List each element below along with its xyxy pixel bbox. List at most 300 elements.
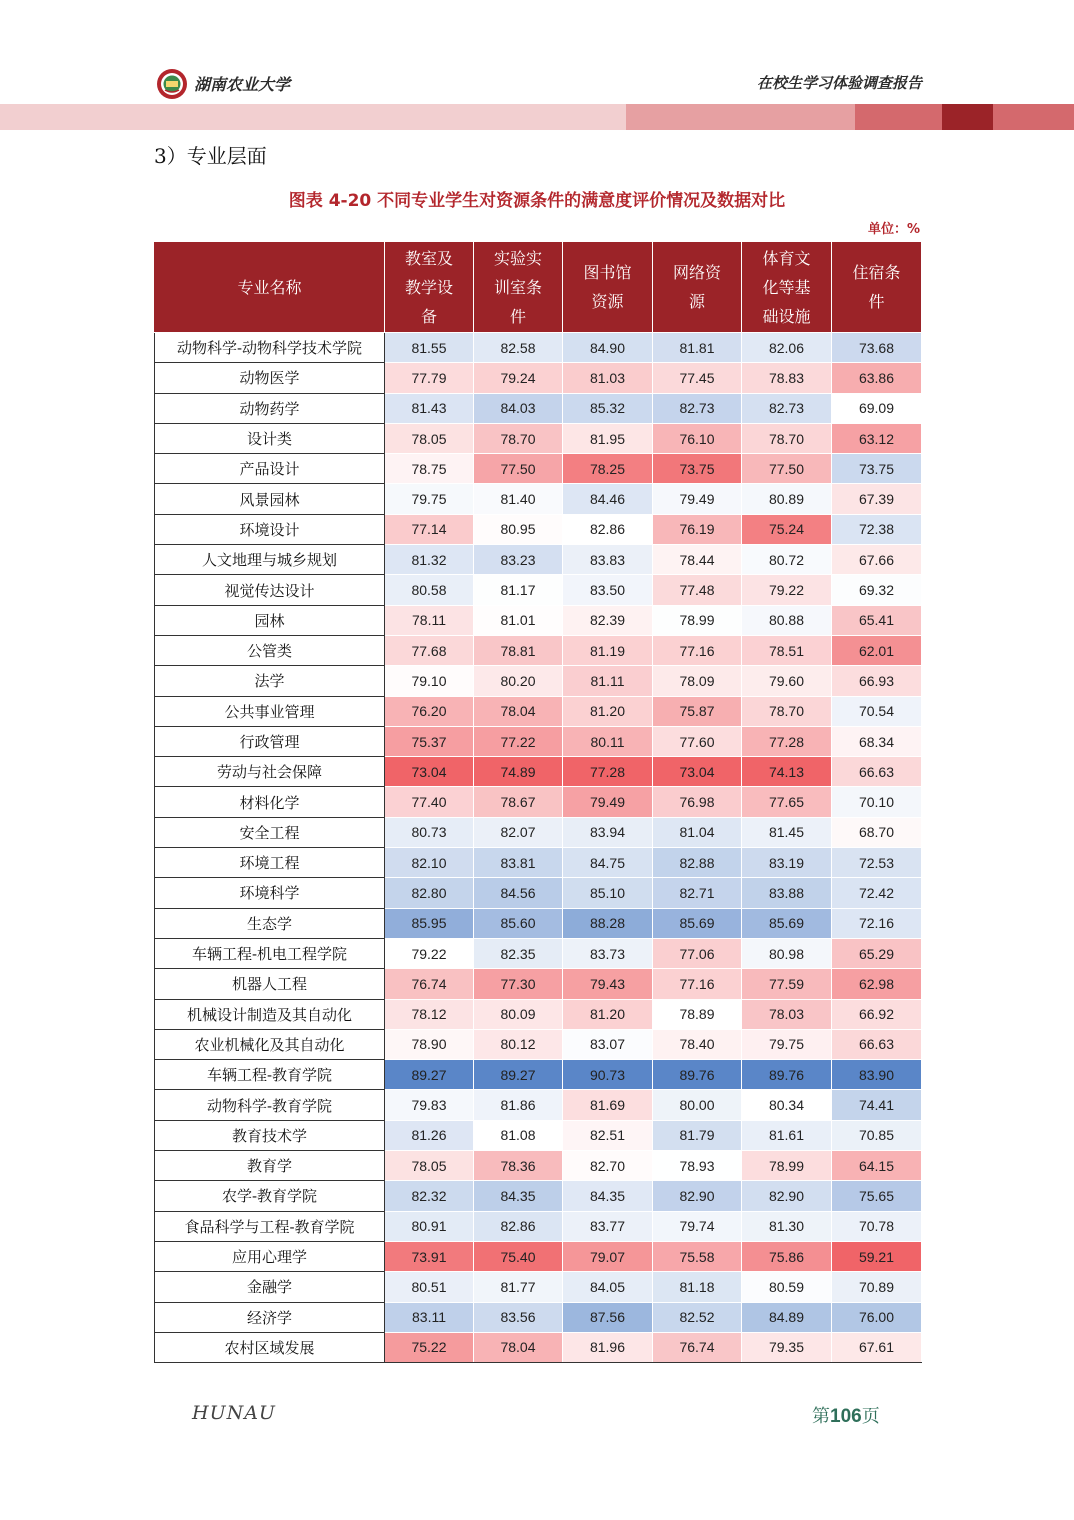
score-cell: 76.20 bbox=[385, 696, 474, 726]
major-name: 动物科学-动物科学技术学院 bbox=[155, 333, 385, 363]
score-cell: 80.88 bbox=[742, 605, 832, 635]
column-header-line: 件 bbox=[868, 292, 885, 311]
score-cell: 79.22 bbox=[742, 575, 832, 605]
major-name: 产品设计 bbox=[155, 454, 385, 484]
score-cell: 83.11 bbox=[385, 1302, 474, 1332]
score-cell: 80.20 bbox=[474, 666, 563, 696]
score-cell: 72.53 bbox=[832, 848, 922, 878]
score-cell: 72.42 bbox=[832, 878, 922, 908]
score-cell: 81.17 bbox=[474, 575, 563, 605]
score-cell: 79.75 bbox=[742, 1029, 832, 1059]
score-cell: 81.79 bbox=[653, 1120, 742, 1150]
score-cell: 81.81 bbox=[653, 333, 742, 363]
score-cell: 73.04 bbox=[385, 757, 474, 787]
score-cell: 75.37 bbox=[385, 726, 474, 756]
score-cell: 78.11 bbox=[385, 605, 474, 635]
major-name: 环境设计 bbox=[155, 514, 385, 544]
column-header-line: 实验实 bbox=[493, 248, 542, 268]
major-name: 教育技术学 bbox=[155, 1120, 385, 1150]
score-cell: 83.07 bbox=[563, 1029, 653, 1059]
score-cell: 80.58 bbox=[385, 575, 474, 605]
table-header-row bbox=[155, 242, 922, 333]
score-cell: 78.90 bbox=[385, 1029, 474, 1059]
score-cell: 83.77 bbox=[563, 1211, 653, 1241]
score-cell: 79.60 bbox=[742, 666, 832, 696]
major-name: 动物科学-教育学院 bbox=[155, 1090, 385, 1120]
score-cell: 78.70 bbox=[474, 423, 563, 453]
page-suffix: 页 bbox=[861, 1406, 880, 1427]
column-header-line: 体育文 bbox=[762, 248, 811, 268]
table-row bbox=[155, 666, 922, 696]
score-cell: 79.07 bbox=[563, 1241, 653, 1271]
table-row bbox=[155, 999, 922, 1029]
score-cell: 66.92 bbox=[832, 999, 922, 1029]
column-header-line: 网络资 bbox=[672, 263, 721, 282]
score-cell: 80.98 bbox=[742, 938, 832, 968]
score-cell: 70.10 bbox=[832, 787, 922, 817]
score-cell: 81.03 bbox=[563, 363, 653, 393]
score-cell: 78.09 bbox=[653, 666, 742, 696]
score-cell: 64.15 bbox=[832, 1151, 922, 1181]
score-cell: 85.69 bbox=[742, 908, 832, 938]
score-cell: 78.99 bbox=[742, 1151, 832, 1181]
score-cell: 82.88 bbox=[653, 848, 742, 878]
column-header-1 bbox=[385, 242, 474, 333]
score-cell: 83.50 bbox=[563, 575, 653, 605]
score-cell: 81.20 bbox=[563, 696, 653, 726]
score-cell: 82.39 bbox=[563, 605, 653, 635]
score-cell: 77.65 bbox=[742, 787, 832, 817]
table-row bbox=[155, 605, 922, 635]
score-cell: 88.28 bbox=[563, 908, 653, 938]
score-cell: 81.86 bbox=[474, 1090, 563, 1120]
score-cell: 73.68 bbox=[832, 333, 922, 363]
score-cell: 81.95 bbox=[563, 423, 653, 453]
major-name: 动物药学 bbox=[155, 393, 385, 423]
score-cell: 79.74 bbox=[653, 1211, 742, 1241]
score-cell: 81.77 bbox=[474, 1272, 563, 1302]
major-name: 园林 bbox=[155, 605, 385, 635]
score-cell: 83.23 bbox=[474, 545, 563, 575]
score-cell: 81.19 bbox=[563, 635, 653, 665]
column-header-2 bbox=[474, 242, 563, 333]
table-row bbox=[155, 757, 922, 787]
major-name: 行政管理 bbox=[155, 726, 385, 756]
major-name: 风景园林 bbox=[155, 484, 385, 514]
score-cell: 76.74 bbox=[653, 1332, 742, 1362]
score-cell: 81.08 bbox=[474, 1120, 563, 1150]
score-cell: 82.80 bbox=[385, 878, 474, 908]
score-cell: 89.27 bbox=[385, 1060, 474, 1090]
major-name: 法学 bbox=[155, 666, 385, 696]
score-cell: 79.43 bbox=[563, 969, 653, 999]
table-row bbox=[155, 817, 922, 847]
table-row bbox=[155, 1332, 922, 1362]
table-row bbox=[155, 1029, 922, 1059]
score-cell: 84.46 bbox=[563, 484, 653, 514]
score-cell: 67.39 bbox=[832, 484, 922, 514]
table-row bbox=[155, 1211, 922, 1241]
score-cell: 79.49 bbox=[563, 787, 653, 817]
major-name: 农学-教育学院 bbox=[155, 1181, 385, 1211]
section-title: 3）专业层面 bbox=[154, 144, 267, 168]
major-name: 食品科学与工程-教育学院 bbox=[155, 1211, 385, 1241]
score-cell: 81.55 bbox=[385, 333, 474, 363]
band-mid bbox=[626, 104, 855, 130]
score-cell: 84.56 bbox=[474, 878, 563, 908]
score-cell: 82.07 bbox=[474, 817, 563, 847]
major-name: 教育学 bbox=[155, 1151, 385, 1181]
major-name: 视觉传达设计 bbox=[155, 575, 385, 605]
score-cell: 80.11 bbox=[563, 726, 653, 756]
score-cell: 73.75 bbox=[832, 454, 922, 484]
major-name: 环境工程 bbox=[155, 848, 385, 878]
score-cell: 89.76 bbox=[742, 1060, 832, 1090]
score-cell: 78.12 bbox=[385, 999, 474, 1029]
score-cell: 80.95 bbox=[474, 514, 563, 544]
score-cell: 74.13 bbox=[742, 757, 832, 787]
page-header bbox=[0, 0, 1074, 104]
page-prefix: 第 bbox=[812, 1406, 830, 1427]
score-cell: 75.65 bbox=[832, 1181, 922, 1211]
table-row bbox=[155, 1302, 922, 1332]
table-row bbox=[155, 1120, 922, 1150]
score-cell: 78.04 bbox=[474, 696, 563, 726]
score-cell: 70.78 bbox=[832, 1211, 922, 1241]
score-cell: 82.73 bbox=[742, 393, 832, 423]
score-cell: 75.24 bbox=[742, 514, 832, 544]
table-row bbox=[155, 454, 922, 484]
column-header-line: 专业名称 bbox=[237, 277, 302, 297]
major-name: 农业机械化及其自动化 bbox=[155, 1029, 385, 1059]
score-cell: 78.03 bbox=[742, 999, 832, 1029]
major-name: 金融学 bbox=[155, 1272, 385, 1302]
table-row bbox=[155, 878, 922, 908]
score-cell: 77.16 bbox=[653, 969, 742, 999]
table-row bbox=[155, 545, 922, 575]
score-cell: 84.35 bbox=[474, 1181, 563, 1211]
figure-caption: 图表 4-20 不同专业学生对资源条件的满意度评价情况及数据对比 bbox=[288, 191, 786, 211]
score-cell: 79.35 bbox=[742, 1332, 832, 1362]
header-color-bands bbox=[0, 104, 1074, 130]
score-cell: 84.05 bbox=[563, 1272, 653, 1302]
column-header-5 bbox=[742, 242, 832, 333]
major-name: 安全工程 bbox=[155, 817, 385, 847]
score-cell: 67.61 bbox=[832, 1332, 922, 1362]
column-header-line: 资源 bbox=[591, 292, 624, 311]
score-cell: 81.01 bbox=[474, 605, 563, 635]
table-row bbox=[155, 635, 922, 665]
major-name: 设计类 bbox=[155, 423, 385, 453]
score-cell: 82.86 bbox=[563, 514, 653, 544]
score-cell: 67.66 bbox=[832, 545, 922, 575]
score-cell: 77.40 bbox=[385, 787, 474, 817]
score-cell: 79.24 bbox=[474, 363, 563, 393]
score-cell: 69.32 bbox=[832, 575, 922, 605]
score-cell: 77.45 bbox=[653, 363, 742, 393]
score-cell: 82.86 bbox=[474, 1211, 563, 1241]
band-light bbox=[0, 104, 626, 130]
score-cell: 62.01 bbox=[832, 635, 922, 665]
score-cell: 75.58 bbox=[653, 1241, 742, 1271]
score-cell: 82.10 bbox=[385, 848, 474, 878]
page-number bbox=[812, 1402, 880, 1428]
score-cell: 70.89 bbox=[832, 1272, 922, 1302]
table-row bbox=[155, 696, 922, 726]
table-row bbox=[155, 484, 922, 514]
score-cell: 85.60 bbox=[474, 908, 563, 938]
page-number-value: 106 bbox=[830, 1406, 862, 1427]
major-name: 动物医学 bbox=[155, 363, 385, 393]
score-cell: 80.51 bbox=[385, 1272, 474, 1302]
column-header-6 bbox=[832, 242, 922, 333]
score-cell: 70.85 bbox=[832, 1120, 922, 1150]
score-cell: 80.00 bbox=[653, 1090, 742, 1120]
table-row bbox=[155, 787, 922, 817]
table-row bbox=[155, 575, 922, 605]
score-cell: 84.89 bbox=[742, 1302, 832, 1332]
score-cell: 83.83 bbox=[563, 545, 653, 575]
column-header-line: 备 bbox=[420, 306, 437, 326]
score-cell: 78.67 bbox=[474, 787, 563, 817]
score-cell: 76.19 bbox=[653, 514, 742, 544]
score-cell: 81.04 bbox=[653, 817, 742, 847]
column-header-line: 源 bbox=[688, 292, 705, 311]
score-cell: 82.52 bbox=[653, 1302, 742, 1332]
score-cell: 80.12 bbox=[474, 1029, 563, 1059]
major-name: 材料化学 bbox=[155, 787, 385, 817]
score-cell: 77.16 bbox=[653, 635, 742, 665]
score-cell: 75.86 bbox=[742, 1241, 832, 1271]
score-cell: 85.69 bbox=[653, 908, 742, 938]
table-row bbox=[155, 1272, 922, 1302]
score-cell: 80.59 bbox=[742, 1272, 832, 1302]
table-row bbox=[155, 1241, 922, 1271]
score-cell: 78.04 bbox=[474, 1332, 563, 1362]
score-cell: 77.14 bbox=[385, 514, 474, 544]
score-cell: 68.34 bbox=[832, 726, 922, 756]
score-cell: 81.26 bbox=[385, 1120, 474, 1150]
score-cell: 78.70 bbox=[742, 696, 832, 726]
major-name: 公管类 bbox=[155, 635, 385, 665]
score-cell: 77.50 bbox=[742, 454, 832, 484]
score-cell: 65.29 bbox=[832, 938, 922, 968]
score-cell: 79.83 bbox=[385, 1090, 474, 1120]
score-cell: 89.76 bbox=[653, 1060, 742, 1090]
score-cell: 74.89 bbox=[474, 757, 563, 787]
band-dark bbox=[942, 104, 993, 130]
score-cell: 78.99 bbox=[653, 605, 742, 635]
score-cell: 85.95 bbox=[385, 908, 474, 938]
score-cell: 84.75 bbox=[563, 848, 653, 878]
score-cell: 85.32 bbox=[563, 393, 653, 423]
score-cell: 77.06 bbox=[653, 938, 742, 968]
score-cell: 80.72 bbox=[742, 545, 832, 575]
column-header-3 bbox=[563, 242, 653, 333]
satisfaction-table bbox=[154, 241, 922, 1363]
table-row bbox=[155, 1090, 922, 1120]
table-row bbox=[155, 938, 922, 968]
column-header-line: 教室及 bbox=[404, 248, 453, 268]
major-name: 公共事业管理 bbox=[155, 696, 385, 726]
score-cell: 66.63 bbox=[832, 1029, 922, 1059]
major-name: 人文地理与城乡规划 bbox=[155, 545, 385, 575]
major-name: 车辆工程-教育学院 bbox=[155, 1060, 385, 1090]
score-cell: 81.30 bbox=[742, 1211, 832, 1241]
score-cell: 78.93 bbox=[653, 1151, 742, 1181]
column-header-line: 化等基 bbox=[762, 277, 811, 297]
major-name: 机器人工程 bbox=[155, 969, 385, 999]
score-cell: 83.94 bbox=[563, 817, 653, 847]
score-cell: 83.88 bbox=[742, 878, 832, 908]
score-cell: 78.05 bbox=[385, 1151, 474, 1181]
column-header-line: 训室条 bbox=[493, 277, 542, 297]
score-cell: 83.90 bbox=[832, 1060, 922, 1090]
score-cell: 78.44 bbox=[653, 545, 742, 575]
score-cell: 78.51 bbox=[742, 635, 832, 665]
score-cell: 80.89 bbox=[742, 484, 832, 514]
column-header-line: 图书馆 bbox=[583, 263, 632, 282]
score-cell: 79.49 bbox=[653, 484, 742, 514]
major-name: 机械设计制造及其自动化 bbox=[155, 999, 385, 1029]
score-cell: 59.21 bbox=[832, 1241, 922, 1271]
major-name: 环境科学 bbox=[155, 878, 385, 908]
score-cell: 84.03 bbox=[474, 393, 563, 423]
table-row bbox=[155, 333, 922, 363]
score-cell: 81.20 bbox=[563, 999, 653, 1029]
score-cell: 63.86 bbox=[832, 363, 922, 393]
table-row bbox=[155, 969, 922, 999]
major-name: 农村区域发展 bbox=[155, 1332, 385, 1362]
score-cell: 87.56 bbox=[563, 1302, 653, 1332]
score-cell: 77.79 bbox=[385, 363, 474, 393]
score-cell: 82.70 bbox=[563, 1151, 653, 1181]
score-cell: 77.68 bbox=[385, 635, 474, 665]
table-row bbox=[155, 848, 922, 878]
table-row bbox=[155, 514, 922, 544]
score-cell: 80.34 bbox=[742, 1090, 832, 1120]
score-cell: 81.40 bbox=[474, 484, 563, 514]
major-name: 经济学 bbox=[155, 1302, 385, 1332]
score-cell: 74.41 bbox=[832, 1090, 922, 1120]
score-cell: 85.10 bbox=[563, 878, 653, 908]
score-cell: 75.87 bbox=[653, 696, 742, 726]
score-cell: 62.98 bbox=[832, 969, 922, 999]
score-cell: 77.28 bbox=[742, 726, 832, 756]
score-cell: 78.40 bbox=[653, 1029, 742, 1059]
score-cell: 82.51 bbox=[563, 1120, 653, 1150]
score-cell: 82.90 bbox=[653, 1181, 742, 1211]
score-cell: 72.38 bbox=[832, 514, 922, 544]
score-cell: 81.11 bbox=[563, 666, 653, 696]
table-row bbox=[155, 1181, 922, 1211]
score-cell: 83.56 bbox=[474, 1302, 563, 1332]
university-name: 湖南农业大学 bbox=[194, 75, 291, 94]
table-row bbox=[155, 423, 922, 453]
score-cell: 77.48 bbox=[653, 575, 742, 605]
score-cell: 75.40 bbox=[474, 1241, 563, 1271]
score-cell: 78.89 bbox=[653, 999, 742, 1029]
score-cell: 82.06 bbox=[742, 333, 832, 363]
score-cell: 76.10 bbox=[653, 423, 742, 453]
score-cell: 79.10 bbox=[385, 666, 474, 696]
column-header-name bbox=[155, 242, 385, 333]
major-name: 劳动与社会保障 bbox=[155, 757, 385, 787]
column-header-line: 教学设 bbox=[404, 277, 453, 297]
score-cell: 82.73 bbox=[653, 393, 742, 423]
score-cell: 78.25 bbox=[563, 454, 653, 484]
score-cell: 82.71 bbox=[653, 878, 742, 908]
score-cell: 78.81 bbox=[474, 635, 563, 665]
score-cell: 73.91 bbox=[385, 1241, 474, 1271]
table-row bbox=[155, 393, 922, 423]
unit-label: 单位：% bbox=[867, 222, 920, 237]
score-cell: 80.73 bbox=[385, 817, 474, 847]
score-cell: 83.73 bbox=[563, 938, 653, 968]
score-cell: 73.04 bbox=[653, 757, 742, 787]
major-name: 生态学 bbox=[155, 908, 385, 938]
score-cell: 81.32 bbox=[385, 545, 474, 575]
score-cell: 83.81 bbox=[474, 848, 563, 878]
score-cell: 76.00 bbox=[832, 1302, 922, 1332]
score-cell: 79.75 bbox=[385, 484, 474, 514]
score-cell: 82.32 bbox=[385, 1181, 474, 1211]
score-cell: 63.12 bbox=[832, 423, 922, 453]
column-header-4 bbox=[653, 242, 742, 333]
score-cell: 65.41 bbox=[832, 605, 922, 635]
major-name: 应用心理学 bbox=[155, 1241, 385, 1271]
score-cell: 69.09 bbox=[832, 393, 922, 423]
column-header-line: 住宿条 bbox=[852, 263, 901, 282]
score-cell: 78.75 bbox=[385, 454, 474, 484]
score-cell: 82.90 bbox=[742, 1181, 832, 1211]
score-cell: 81.18 bbox=[653, 1272, 742, 1302]
score-cell: 79.22 bbox=[385, 938, 474, 968]
score-cell: 81.43 bbox=[385, 393, 474, 423]
table-row bbox=[155, 726, 922, 756]
score-cell: 77.60 bbox=[653, 726, 742, 756]
score-cell: 77.22 bbox=[474, 726, 563, 756]
score-cell: 72.16 bbox=[832, 908, 922, 938]
table-row bbox=[155, 1151, 922, 1181]
score-cell: 82.35 bbox=[474, 938, 563, 968]
score-cell: 70.54 bbox=[832, 696, 922, 726]
score-cell: 78.36 bbox=[474, 1151, 563, 1181]
score-cell: 77.28 bbox=[563, 757, 653, 787]
table-row bbox=[155, 908, 922, 938]
score-cell: 81.45 bbox=[742, 817, 832, 847]
score-cell: 84.90 bbox=[563, 333, 653, 363]
score-cell: 83.19 bbox=[742, 848, 832, 878]
table-body bbox=[155, 333, 922, 1363]
score-cell: 77.59 bbox=[742, 969, 832, 999]
score-cell: 76.74 bbox=[385, 969, 474, 999]
column-header-line: 础设施 bbox=[762, 306, 811, 326]
score-cell: 89.27 bbox=[474, 1060, 563, 1090]
report-title: 在校生学习体验调查报告 bbox=[756, 74, 922, 92]
score-cell: 78.83 bbox=[742, 363, 832, 393]
score-cell: 73.75 bbox=[653, 454, 742, 484]
score-cell: 81.69 bbox=[563, 1090, 653, 1120]
score-cell: 77.30 bbox=[474, 969, 563, 999]
score-cell: 80.09 bbox=[474, 999, 563, 1029]
score-cell: 76.98 bbox=[653, 787, 742, 817]
score-cell: 80.91 bbox=[385, 1211, 474, 1241]
score-cell: 84.35 bbox=[563, 1181, 653, 1211]
major-name: 车辆工程-机电工程学院 bbox=[155, 938, 385, 968]
score-cell: 68.70 bbox=[832, 817, 922, 847]
score-cell: 78.70 bbox=[742, 423, 832, 453]
